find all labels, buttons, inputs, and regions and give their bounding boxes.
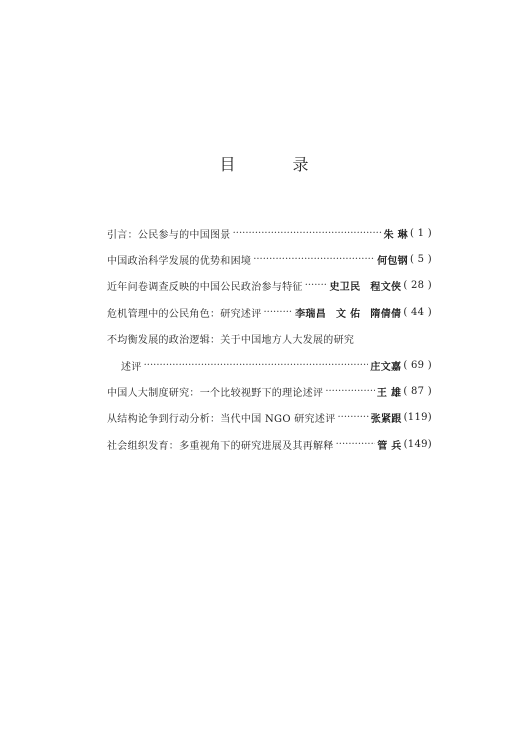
toc-entry-title: 不均衡发展的政治逻辑：关于中国地方人大发展的研究 [107,335,355,347]
dot-leader [338,412,369,423]
toc-entry-page: ( 5 ) [409,254,432,266]
page-title: 目 录 [219,155,335,174]
toc-entry-title: 引言：公民参与的中国图景 [107,229,231,241]
toc-entry-title: 社会组织发育：多重视角下的研究进展及其再解释 [107,440,334,452]
dot-leader [264,307,294,318]
toc-entry-page: (149) [403,438,432,450]
toc-entry-author: 史卫民 [329,282,361,294]
toc-entry[interactable] [107,299,432,325]
toc-entry-author: 李瑞昌 [295,308,327,320]
toc-entry-author: 庄文嘉 [370,361,402,373]
toc-entry-title-continued: 述评 [121,361,142,373]
dot-leader [233,228,382,239]
dot-leader [305,280,328,291]
toc-entry-title: 从结构论争到行动分析：当代中国 NGO 研究述评 [107,414,336,426]
toc-entry-author: 张紧跟 [370,414,402,426]
toc-entry-author: 朱 琳 [383,229,408,241]
toc-entry-page: ( 44 ) [403,306,432,318]
toc-entry-title: 中国政治科学发展的优势和困境 [107,256,252,268]
toc-entry-page: (119) [403,412,432,424]
toc-entry-author: 文 佑 [336,308,361,320]
toc-entry[interactable] [107,246,432,272]
toc-entry-author: 管 兵 [377,440,402,452]
toc-entry[interactable] [107,220,432,246]
toc-entry-page: ( 28 ) [403,280,432,292]
dot-leader [253,254,375,265]
table-of-contents [107,220,432,458]
toc-entry-page: ( 69 ) [403,359,432,371]
toc-entry-page: ( 1 ) [409,227,432,239]
toc-entry[interactable] [107,405,432,431]
toc-entry-title: 中国人大制度研究：一个比较视野下的理论述评 [107,388,324,400]
dot-leader [336,439,376,450]
toc-entry-title: 近年问卷调查反映的中国公民政治参与特征 [107,282,303,294]
toc-entry[interactable] [107,378,432,404]
toc-entry-continuation[interactable] [107,352,432,378]
toc-entry[interactable] [107,326,432,352]
toc-entry[interactable] [107,273,432,299]
dot-leader [144,360,369,371]
toc-entry[interactable] [107,431,432,457]
toc-entry-author: 程文侠 [370,282,402,294]
dot-leader [325,386,375,397]
toc-entry-author: 王 雄 [376,388,402,400]
toc-entry-title: 危机管理中的公民角色：研究述评 [107,308,262,320]
toc-entry-page: ( 87 ) [403,386,432,398]
toc-entry-author: 何包钢 [377,256,408,268]
toc-entry-author: 隋倩倩 [370,308,402,320]
